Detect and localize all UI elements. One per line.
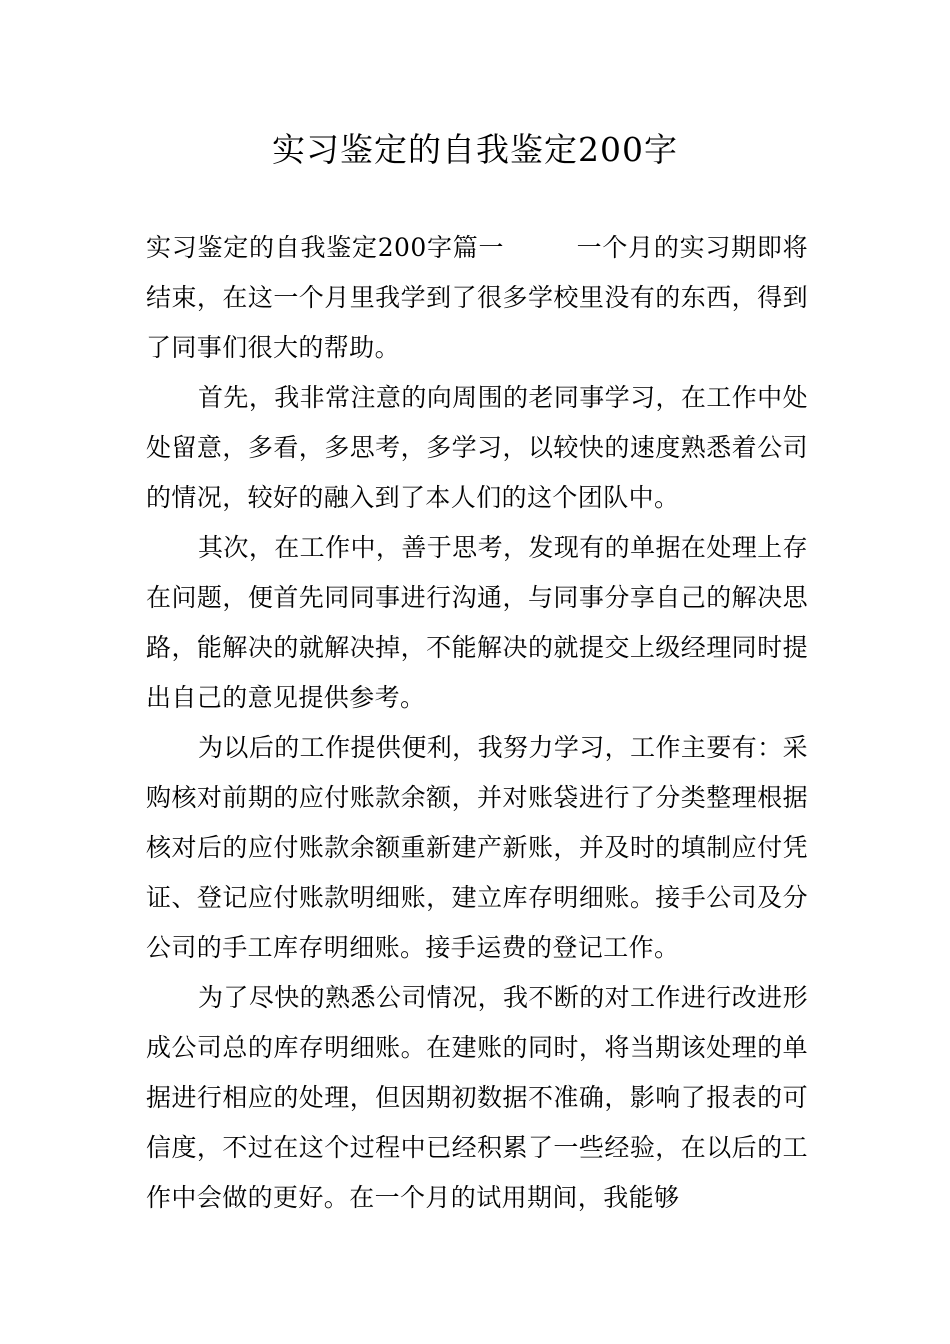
document-body <box>146 223 808 1223</box>
intro-paragraph <box>146 223 808 373</box>
paragraph-1: 首先，我非常注意的向周围的老同事学习，在工作中处处留意，多看，多思考，多学习，以较快的速度熟悉着公司的情况，较好的融入到了本人们的这个团队中。 <box>146 383 808 512</box>
paragraph-2: 其次，在工作中，善于思考，发现有的单据在处理上存在问题，便首先同同事进行沟通，与同事分享自己的解决思路，能解决的就解决掉，不能解决的就提交上级经理同时提出自己的意见提供参考。 <box>146 533 808 712</box>
document-title: 实习鉴定的自我鉴定200字 <box>272 130 678 169</box>
intro-text: 一个月的实习期即将结束，在这一个月里我学到了很多学校里没有的东西，得到了同事们很大的帮助。 <box>146 233 809 362</box>
paragraph-4: 为了尽快的熟悉公司情况，我不断的对工作进行改进形成公司总的库存明细账。在建账的同时，将当期该处理的单据进行相应的处理，但因期初数据不准确，影响了报表的可信度，不过在这个过程中已经积累了一些经验，在以后的工作中会做的更好。在一个月的试用期间，我能够 <box>146 983 808 1212</box>
paragraph-3: 为以后的工作提供便利，我努力学习，工作主要有：采购核对前期的应付账款余额，并对账袋进行了分类整理根据核对后的应付账款余额重新建产新账，并及时的填制应付凭证、登记应付账款明细账，建立库存明细账。接手公司及分公司的手工库存明细账。接手运费的登记工作。 <box>146 733 808 962</box>
intro-heading: 实习鉴定的自我鉴定200字篇一 <box>146 233 505 262</box>
